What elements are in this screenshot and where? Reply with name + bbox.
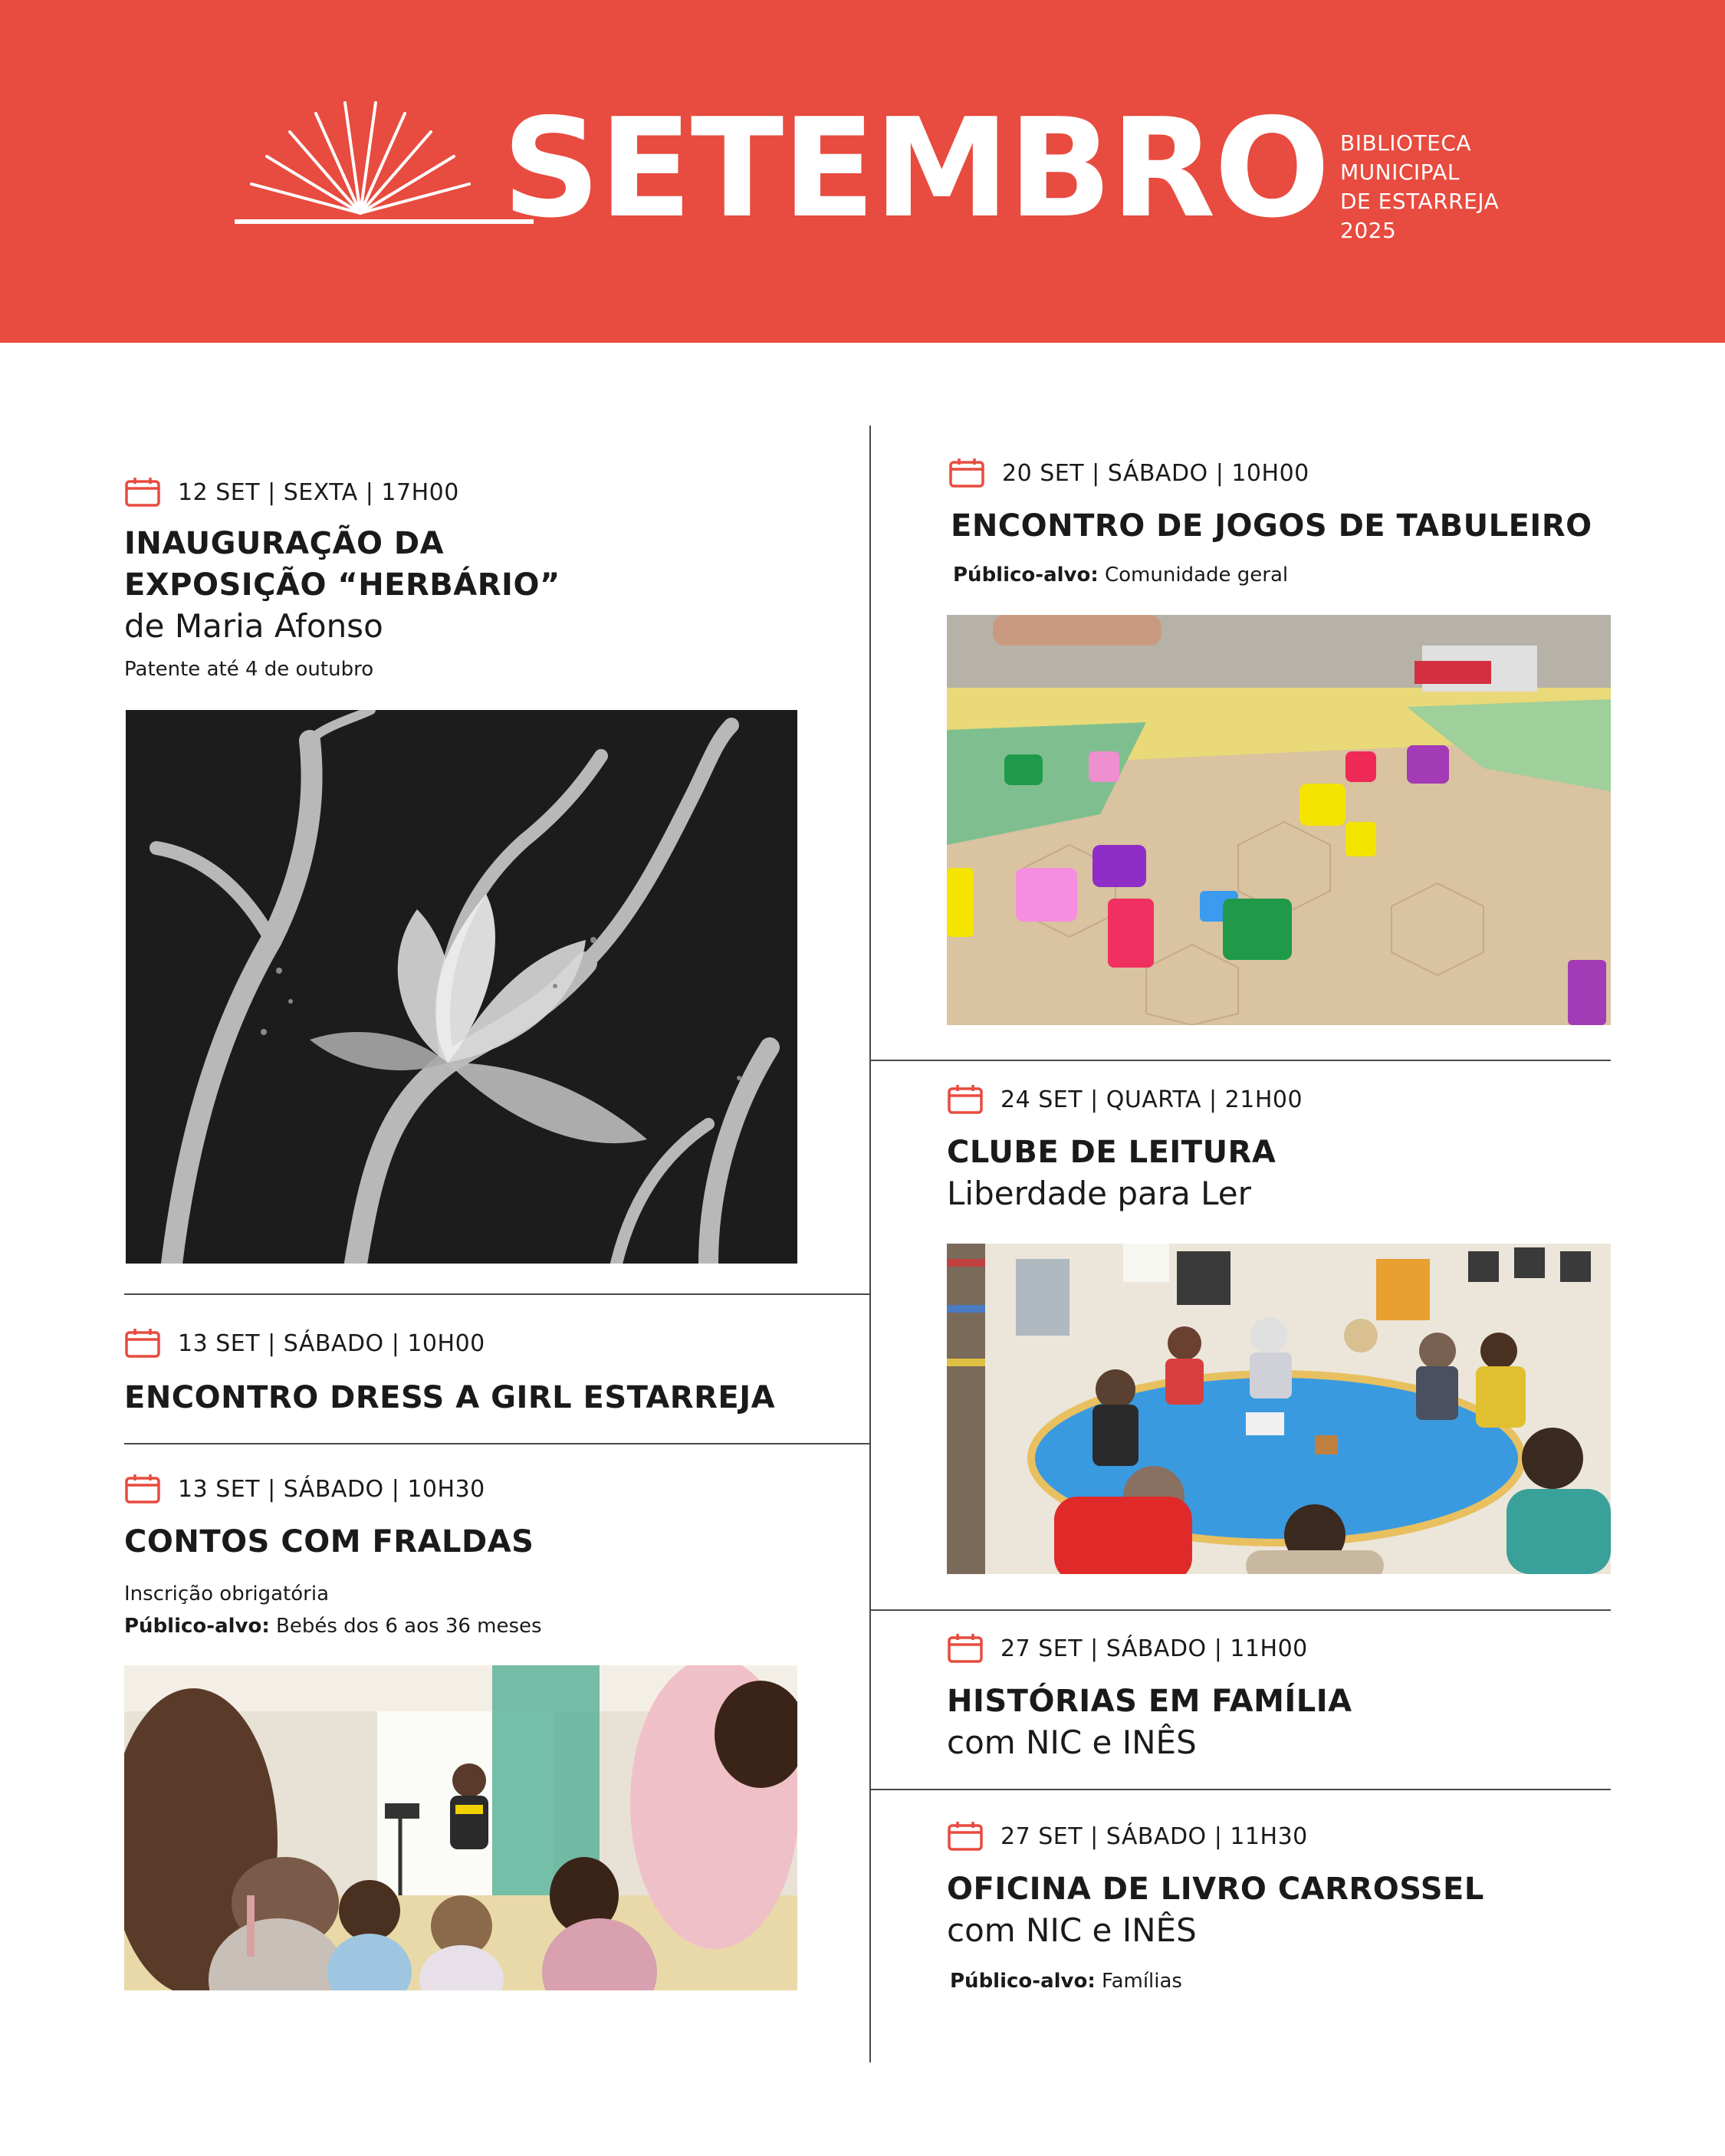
calendar-icon (124, 477, 161, 508)
audience-value: Bebés dos 6 aos 36 meses (276, 1615, 542, 1638)
event-date-row (124, 475, 560, 509)
page-title: SETEMBRO (502, 89, 1329, 248)
event-title: HISTÓRIAS EM FAMÍLIA (947, 1684, 1352, 1719)
herbarium-engraving-photo (126, 710, 797, 1264)
event-audience (124, 1610, 542, 1642)
event-date-row (947, 1083, 1303, 1116)
section-divider (869, 1789, 1611, 1790)
event-title: CLUBE DE LEITURA (947, 1135, 1276, 1170)
event-audience (950, 1965, 1484, 1997)
section-divider (869, 1609, 1611, 1611)
event-subtitle: Liberdade para Ler (947, 1175, 1251, 1212)
section-divider (869, 1060, 1611, 1061)
event-title: ENCONTRO DRESS A GIRL ESTARREJA (124, 1380, 776, 1415)
event-date: 27 SET | SÁBADO | 11H00 (1001, 1635, 1308, 1662)
event-date-row (947, 1819, 1484, 1853)
header-banner (0, 0, 1725, 343)
event-dress-a-girl (124, 1326, 775, 1418)
audience-value: Comunidade geral (1105, 564, 1289, 587)
event-note: Patente até 4 de outubro (124, 658, 374, 681)
audience-value: Famílias (1102, 1970, 1182, 1993)
event-date: 27 SET | SÁBADO | 11H30 (1001, 1822, 1308, 1850)
org-line: BIBLIOTECA (1340, 130, 1472, 156)
section-divider (124, 1443, 870, 1444)
event-inauguracao (124, 475, 560, 685)
event-title: CONTOS COM FRALDAS (124, 1524, 534, 1559)
event-historias-em-familia (947, 1632, 1352, 1763)
audience-label: Público-alvo: (950, 1970, 1096, 1993)
calendar-icon (124, 1474, 161, 1504)
event-date-row (124, 1472, 542, 1506)
org-year: 2025 (1340, 218, 1397, 243)
calendar-icon (947, 1084, 984, 1115)
event-date: 12 SET | SEXTA | 17H00 (178, 478, 459, 506)
event-title: ENCONTRO DE JOGOS DE TABULEIRO (951, 508, 1592, 544)
event-jogos-de-tabuleiro (948, 456, 1592, 591)
audience-label: Público-alvo: (124, 1615, 270, 1638)
calendar-icon (124, 1328, 161, 1359)
organization-name (1340, 129, 1570, 245)
event-title: INAUGURAÇÃO DA (124, 526, 445, 561)
event-title: OFICINA DE LIVRO CARROSSEL (947, 1872, 1484, 1907)
column-divider (869, 426, 871, 2062)
event-audience (953, 559, 1592, 591)
event-date: 24 SET | QUARTA | 21H00 (1001, 1086, 1303, 1113)
calendar-icon (947, 1821, 984, 1852)
event-contos-com-fraldas (124, 1472, 542, 1642)
event-date: 13 SET | SÁBADO | 10H30 (178, 1475, 485, 1503)
event-subtitle: de Maria Afonso (124, 607, 383, 645)
event-subtitle: com NIC e INÊS (947, 1724, 1197, 1761)
audience-label: Público-alvo: (953, 564, 1099, 587)
board-game-pieces-photo (947, 615, 1611, 1025)
event-date-row (947, 1632, 1352, 1665)
storytelling-session-photo (124, 1665, 797, 1990)
section-divider (124, 1293, 870, 1295)
event-clube-de-leitura (947, 1083, 1303, 1214)
event-oficina-livro-carrossel (947, 1819, 1484, 1997)
event-date-row (124, 1326, 775, 1360)
event-date: 20 SET | SÁBADO | 10H00 (1002, 459, 1309, 487)
sunburst-book-icon (230, 98, 537, 228)
reading-club-meeting-photo (947, 1244, 1611, 1574)
event-title: EXPOSIÇÃO “HERBÁRIO” (124, 567, 560, 603)
org-line: DE ESTARREJA (1340, 189, 1500, 214)
event-note: Inscrição obrigatória (124, 1582, 330, 1605)
org-line: MUNICIPAL (1340, 159, 1460, 185)
event-date-row (948, 456, 1592, 490)
calendar-icon (947, 1633, 984, 1664)
calendar-icon (948, 458, 985, 488)
event-date: 13 SET | SÁBADO | 10H00 (178, 1329, 485, 1357)
event-subtitle: com NIC e INÊS (947, 1911, 1197, 1949)
